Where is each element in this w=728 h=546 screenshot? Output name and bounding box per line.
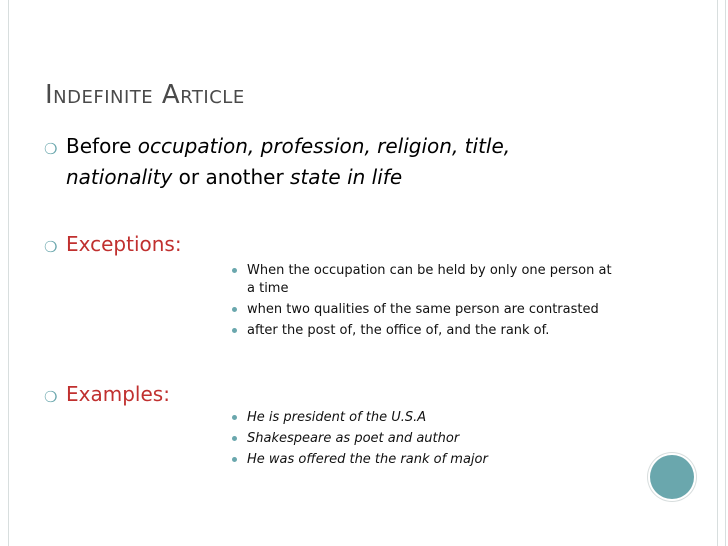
list-item xyxy=(232,409,622,427)
right-frame-line-outer xyxy=(725,0,726,546)
example-text: He is president of the U.S.A xyxy=(247,410,427,425)
exceptions-heading: Exceptions: xyxy=(66,232,182,256)
list-item xyxy=(232,262,622,298)
decorative-circle xyxy=(650,455,694,499)
examples-list xyxy=(232,409,622,472)
bullet-occupation-line1 xyxy=(66,131,510,162)
example-text: He was offered the the rank of major xyxy=(247,452,488,467)
exceptions-list xyxy=(232,262,622,343)
bullet-occupation xyxy=(66,131,510,193)
bullet-dot-icon xyxy=(232,328,237,333)
slide-title: Indefinite Article xyxy=(45,80,245,110)
list-item xyxy=(232,322,622,340)
exception-text: after the post of, the office of, and the rank of. xyxy=(247,323,550,338)
bullet-dot-icon xyxy=(232,268,237,273)
list-item xyxy=(232,301,622,319)
bullet-icon: ❍ xyxy=(44,140,58,158)
examples-heading: Examples: xyxy=(66,382,170,406)
exception-text: when two qualities of the same person are contrasted xyxy=(247,302,599,317)
bullet-part-occupation-list: occupation, profession, religion, title, xyxy=(137,134,511,158)
bullet-icon: ❍ xyxy=(44,238,58,256)
bullet-dot-icon xyxy=(232,457,237,462)
bullet-icon: ❍ xyxy=(44,388,58,406)
bullet-dot-icon xyxy=(232,436,237,441)
bullet-occupation-line2 xyxy=(66,162,510,193)
exception-text: When the occupation can be held by only one person at a time xyxy=(247,263,612,296)
list-item xyxy=(232,451,622,469)
bullet-dot-icon xyxy=(232,415,237,420)
bullet-part-or-another: or another xyxy=(172,165,291,189)
bullet-part-before: Before xyxy=(66,134,138,158)
right-frame-line xyxy=(717,0,718,546)
example-text: Shakespeare as poet and author xyxy=(247,431,460,446)
bullet-part-nationality: nationality xyxy=(66,165,173,189)
list-item xyxy=(232,430,622,448)
left-frame-line xyxy=(8,0,9,546)
bullet-part-state-in-life: state in life xyxy=(290,165,403,189)
bullet-dot-icon xyxy=(232,307,237,312)
